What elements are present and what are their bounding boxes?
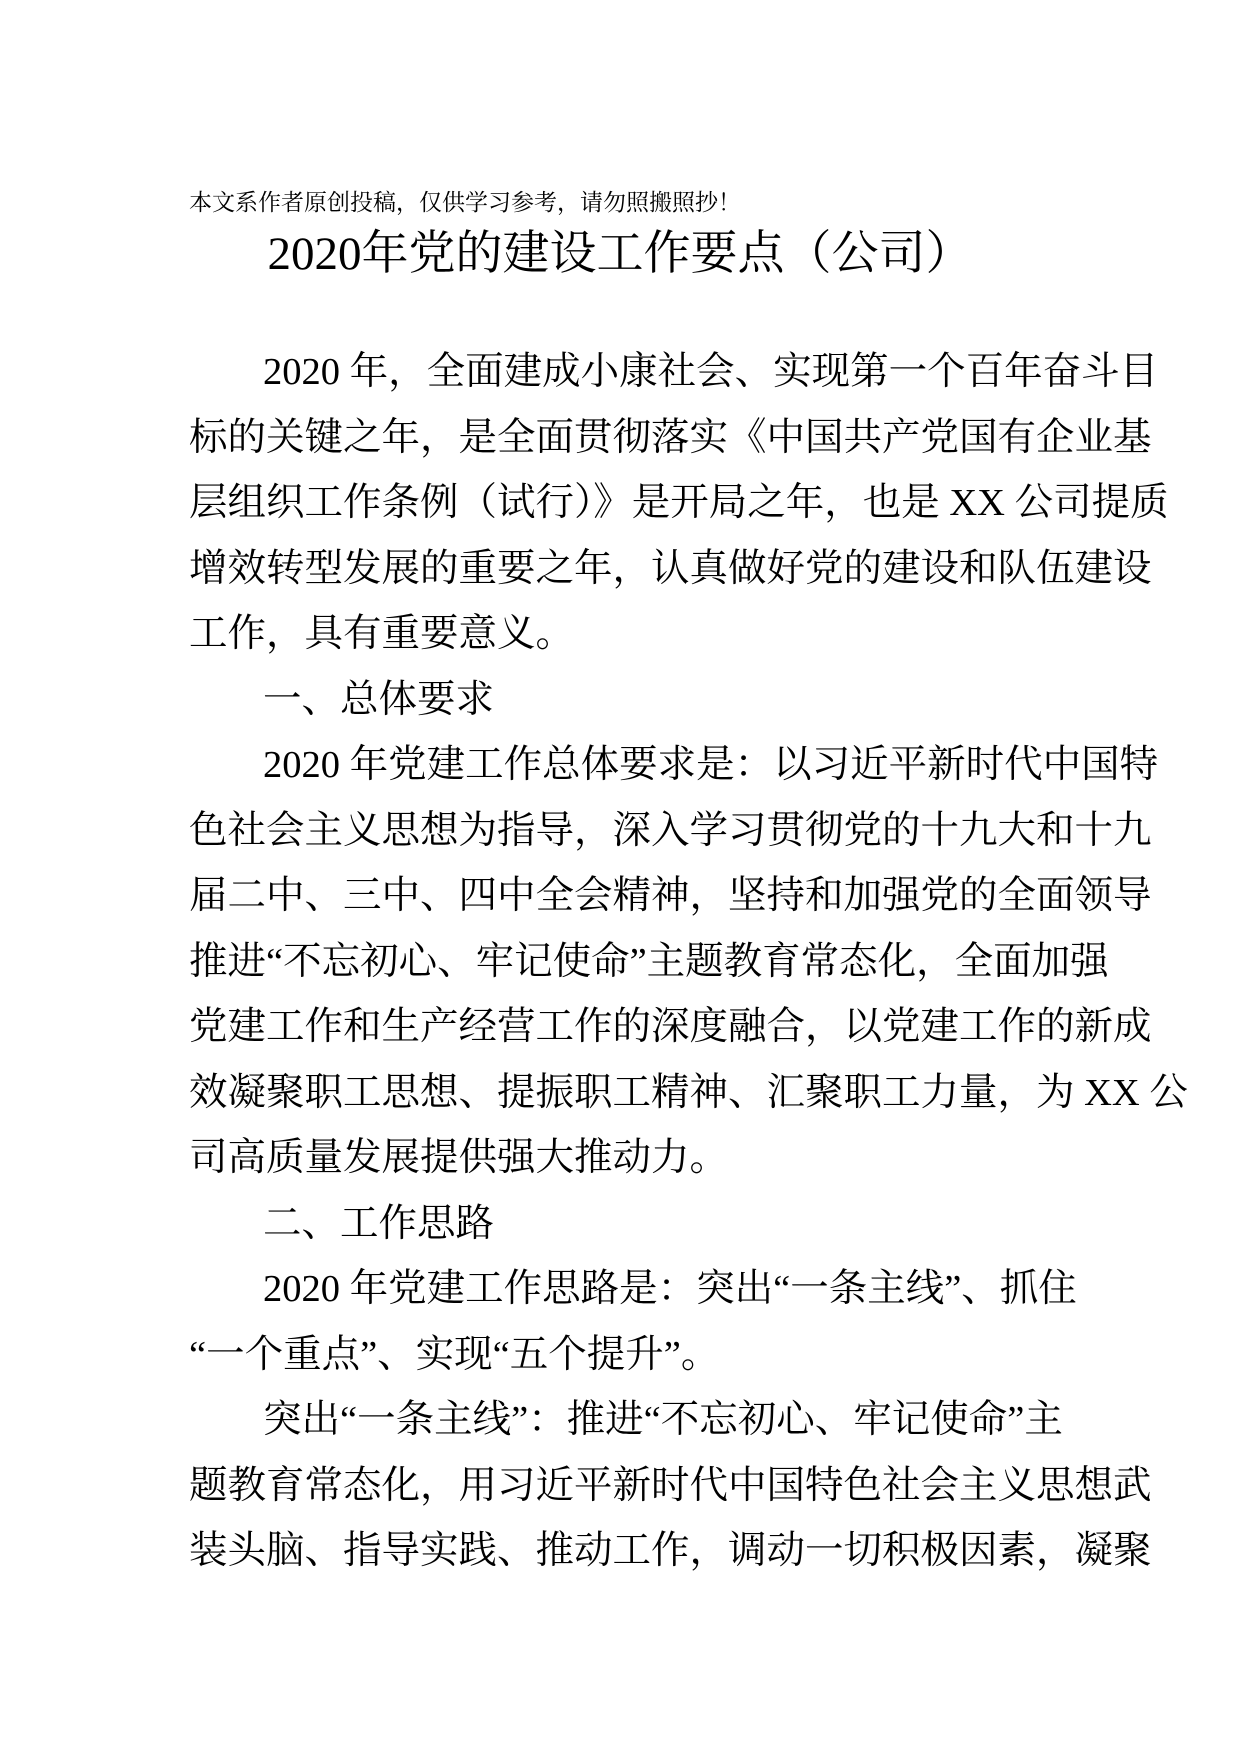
body-text-line: 装头脑、指导实践、推动工作，调动一切积极因素，凝聚 bbox=[189, 1530, 1152, 1572]
body-text-line: 推进“不忘初心、牢记使命”主题教育常态化，全面加强 bbox=[189, 940, 1109, 983]
body-text-line: “一个重点”、实现“五个提升”。 bbox=[189, 1333, 720, 1376]
copyright-note: 本文系作者原创投稿，仅供学习参考，请勿照搬照抄！ bbox=[189, 190, 741, 215]
body-text-line: 效凝聚职工思想、提振职工精神、汇聚职工力量，为 XX 公 bbox=[189, 1071, 1188, 1114]
body-text-line: 2020 年党建工作思路是：突出“一条主线”、抓住 bbox=[263, 1268, 1077, 1310]
body-text-line: 标的关键之年，是全面贯彻落实《中国共产党国有企业基 bbox=[189, 416, 1152, 459]
section-heading: 二、工作思路 bbox=[263, 1202, 495, 1245]
body-text-line: 2020 年党建工作总体要求是：以习近平新时代中国特 bbox=[263, 744, 1159, 786]
body-text-line: 层组织工作条例（试行）》是开局之年，也是 XX 公司提质 bbox=[189, 482, 1169, 524]
body-text-line: 增效转型发展的重要之年，认真做好党的建设和队伍建设 bbox=[189, 547, 1152, 590]
body-text-line: 工作，具有重要意义。 bbox=[189, 613, 575, 655]
body-text-line: 2020 年，全面建成小康社会、实现第一个百年奋斗目 bbox=[263, 351, 1159, 393]
body-text-line: 题教育常态化，用习近平新时代中国特色社会主义思想武 bbox=[189, 1464, 1152, 1507]
body-text-line: 突出“一条主线”：推进“不忘初心、牢记使命”主 bbox=[263, 1399, 1063, 1441]
body-text-line: 党建工作和生产经营工作的深度融合，以党建工作的新成 bbox=[189, 1006, 1152, 1048]
body-text-line: 色社会主义思想为指导，深入学习贯彻党的十九大和十九 bbox=[189, 809, 1152, 852]
body-text-line: 司高质量发展提供强大推动力。 bbox=[189, 1137, 729, 1179]
body-text-line: 届二中、三中、四中全会精神，坚持和加强党的全面领导 bbox=[189, 875, 1152, 917]
section-heading: 一、总体要求 bbox=[263, 678, 495, 721]
document-title: 2020年党的建设工作要点（公司） bbox=[267, 228, 973, 280]
